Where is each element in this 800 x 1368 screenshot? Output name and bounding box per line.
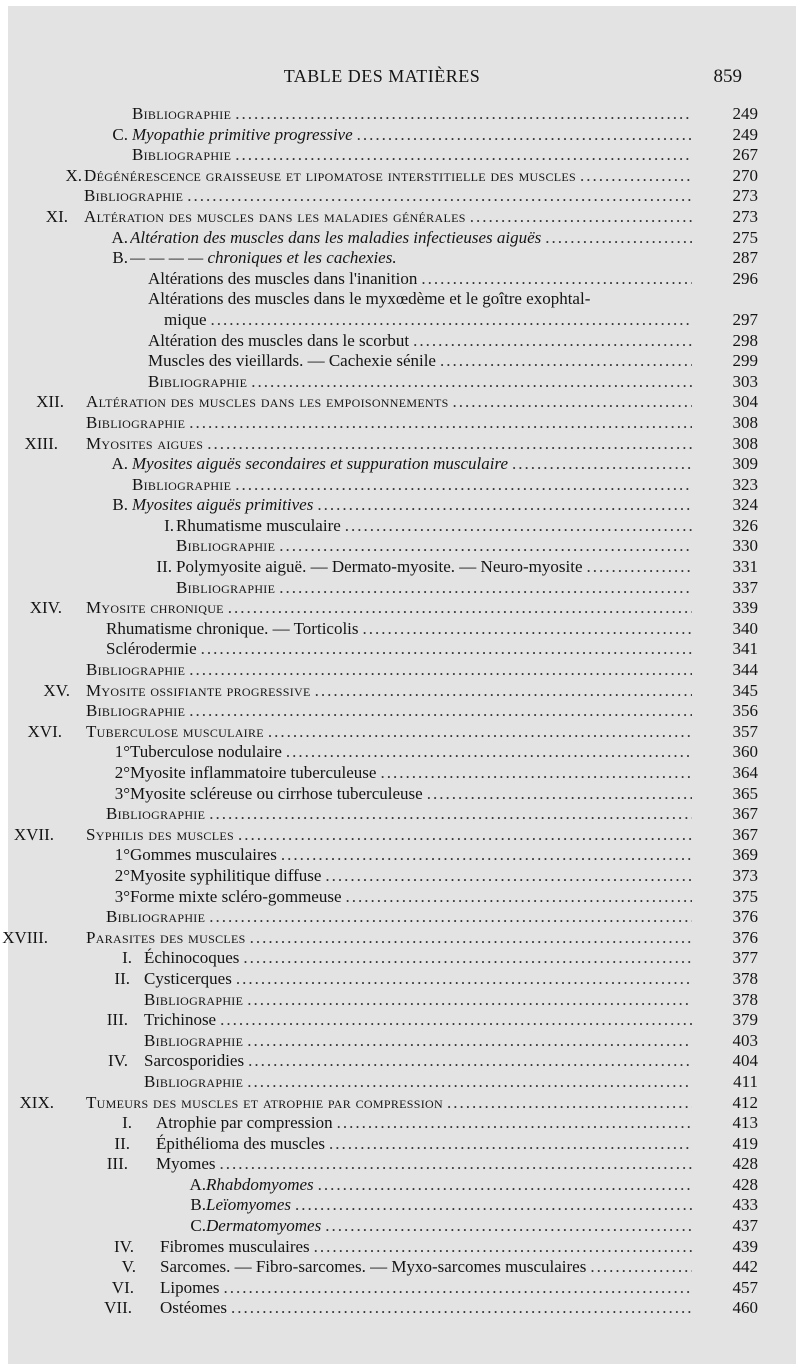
toc-entry	[0, 722, 800, 743]
toc-entry-label: Dermatomyomes	[206, 1216, 322, 1236]
toc-entry-number: XVI.	[27, 721, 62, 741]
toc-entry-page: 357	[732, 721, 758, 741]
page-header	[0, 66, 800, 92]
dot-leader	[231, 1298, 692, 1319]
toc-entry-label: Myomes	[156, 1154, 216, 1174]
toc-entry	[0, 660, 800, 681]
toc-entry-label: Rhumatisme musculaire	[176, 515, 341, 535]
dot-leader	[325, 1216, 692, 1237]
toc-entry-label: Rhumatisme chronique. — Torticolis	[106, 618, 359, 638]
toc-entry-label: Cysticerques	[144, 968, 232, 988]
toc-entry-label: Atrophie par compression	[156, 1113, 333, 1133]
toc-entry-label: Ostéomes	[160, 1298, 228, 1318]
toc-entry	[0, 536, 800, 557]
toc-entry-label: Bibliographie	[148, 371, 248, 391]
toc-entry-page: 457	[732, 1277, 758, 1297]
toc-entry-number: B.	[112, 495, 128, 515]
toc-entry	[0, 990, 800, 1011]
toc-entry	[0, 1113, 800, 1134]
dot-leader	[427, 784, 692, 805]
toc-entry-page: 378	[732, 968, 758, 988]
toc-entry-page: 413	[732, 1113, 758, 1133]
toc-entry	[0, 1154, 800, 1175]
toc-entry-page: 403	[732, 1030, 758, 1050]
toc-entry	[0, 186, 800, 207]
toc-entry-label: Échinocoques	[144, 948, 240, 968]
toc-entry	[0, 207, 800, 228]
toc-entry-number: XII.	[36, 392, 64, 412]
toc-entry	[0, 578, 800, 599]
dot-leader	[279, 578, 692, 599]
toc-entry-number: XV.	[43, 680, 70, 700]
dot-leader	[220, 1010, 692, 1031]
toc-entry-page: 412	[732, 1092, 758, 1112]
toc-entry-label: mique	[164, 309, 207, 329]
toc-entry-label: Myosite chronique	[86, 598, 224, 618]
dot-leader	[220, 1154, 693, 1175]
toc-entry-page: 326	[732, 515, 758, 535]
toc-entry-page: 345	[732, 680, 758, 700]
toc-entry-number: A.	[189, 1174, 206, 1194]
dot-leader	[279, 536, 692, 557]
toc-entry-label: Myosites aiguës secondaires et suppuration musculaire	[132, 454, 509, 474]
toc-entry-label: Bibliographie	[106, 804, 206, 824]
toc-entry-page: 428	[732, 1174, 758, 1194]
toc-entry-page: 308	[732, 433, 758, 453]
toc-entry-number: XIX.	[19, 1092, 54, 1112]
toc-entry-page: 367	[732, 804, 758, 824]
toc-entry-number: IV.	[114, 1236, 134, 1256]
dot-leader	[187, 186, 692, 207]
toc-entry-number: B.	[190, 1195, 206, 1215]
toc-entry-page: 309	[732, 454, 758, 474]
toc-entry-page: 369	[732, 845, 758, 865]
toc-entry-label: Altération des muscles dans les maladies générales	[84, 206, 466, 226]
toc-entry-label: Forme mixte scléro-gommeuse	[130, 886, 342, 906]
toc-entry-label: Bibliographie	[144, 989, 244, 1009]
toc-entry-label: Bibliographie	[132, 474, 232, 494]
dot-leader	[421, 269, 692, 290]
dot-leader	[235, 475, 692, 496]
toc-entry	[0, 145, 800, 166]
toc-entry	[0, 557, 800, 578]
toc-entry-number: 1°	[114, 845, 130, 865]
toc-entry-label: Myosites aiguës primitives	[132, 495, 314, 515]
toc-entry	[0, 887, 800, 908]
toc-entry	[0, 475, 800, 496]
dot-leader	[447, 1093, 692, 1114]
toc-entry-page: 337	[732, 577, 758, 597]
dot-leader	[286, 742, 692, 763]
toc-entry-number: VII.	[104, 1298, 132, 1318]
dot-leader	[317, 495, 692, 516]
toc-entry-label: Parasites des muscles	[86, 927, 246, 947]
toc-entry-label: Myosites aigues	[86, 433, 204, 453]
toc-entry-label: Dégénérescence graisseuse et lipomatose interstitielle des muscles	[84, 165, 577, 185]
toc-entry-label: Bibliographie	[176, 536, 276, 556]
dot-leader	[207, 434, 692, 455]
toc-entry	[0, 495, 800, 516]
toc-entry-label: Bibliographie	[84, 186, 184, 206]
toc-entry-label: Trichinose	[144, 1010, 217, 1030]
toc-entry-page: 249	[732, 104, 758, 123]
toc-entry-number: XIII.	[24, 433, 58, 453]
dot-leader	[235, 145, 692, 166]
toc-entry-label: Tumeurs des muscles et atrophie par compression	[86, 1092, 443, 1112]
toc-entry	[0, 228, 800, 249]
toc-entry	[0, 742, 800, 763]
toc-entry-number: 1°	[114, 742, 130, 762]
toc-entry-number: VI.	[111, 1277, 134, 1297]
dot-leader	[587, 557, 692, 578]
toc-entry	[0, 1072, 800, 1093]
dot-leader	[329, 1134, 692, 1155]
toc-entry-number: V.	[121, 1257, 136, 1277]
dot-leader	[315, 681, 692, 702]
dot-leader	[251, 372, 692, 393]
dot-leader	[545, 228, 692, 249]
toc-entry	[0, 701, 800, 722]
toc-entry-label: Bibliographie	[144, 1030, 244, 1050]
toc-entry-page: 375	[732, 886, 758, 906]
toc-entry-label: Sarcomes. — Fibro-sarcomes. — Myxo-sarcomes musculaires	[160, 1257, 587, 1277]
toc-entry	[0, 351, 800, 372]
dot-leader	[346, 887, 692, 908]
toc-entry	[0, 619, 800, 640]
toc-entry	[0, 1278, 800, 1299]
toc-entry	[0, 454, 800, 475]
toc-entry	[0, 866, 800, 887]
toc-entry-number: II.	[114, 968, 130, 988]
dot-leader	[512, 454, 692, 475]
toc-entry	[0, 1237, 800, 1258]
toc-entry-number: C.	[190, 1216, 206, 1236]
dot-leader	[440, 351, 692, 372]
toc-entry-label: Syphilis des muscles	[86, 824, 234, 844]
toc-entry-number: 2°	[114, 865, 130, 885]
dot-leader	[228, 598, 692, 619]
toc-entry-page: 324	[732, 495, 758, 515]
toc-entry-label: Bibliographie	[132, 104, 232, 123]
toc-entry-label: Myopathie primitive progressive	[132, 124, 353, 144]
toc-entry	[0, 784, 800, 805]
toc-entry-page: 433	[732, 1195, 758, 1215]
toc-entry-page: 341	[732, 639, 758, 659]
toc-entry-label: Bibliographie	[86, 701, 186, 721]
toc-entry-label: Sarcosporidies	[144, 1051, 245, 1071]
toc-entry-label: Épithélioma des muscles	[156, 1133, 326, 1153]
toc-entry-page: 364	[732, 763, 758, 782]
toc-entry-page: 331	[732, 557, 758, 577]
dot-leader	[211, 310, 693, 331]
toc-entry	[0, 125, 800, 146]
toc-entry	[0, 1175, 800, 1196]
toc-entry	[0, 825, 800, 846]
toc-entry-label: Gommes musculaires	[130, 845, 277, 865]
toc-entry-number: C.	[112, 124, 128, 144]
toc-entry-page: 365	[732, 783, 758, 803]
toc-entry-page: 340	[732, 618, 758, 638]
toc-entry-page: 379	[732, 1010, 758, 1030]
toc-entry	[0, 969, 800, 990]
toc-entry-number: X.	[65, 165, 82, 185]
toc-entry-label: Bibliographie	[106, 907, 206, 927]
toc-entry	[0, 166, 800, 187]
dot-leader	[281, 845, 692, 866]
toc-entry-page: 356	[732, 701, 758, 721]
toc-entry	[0, 104, 800, 125]
toc-entry-number: 3°	[114, 783, 130, 803]
toc-entry-number: II.	[114, 1133, 130, 1153]
toc-entry-number: 3°	[114, 886, 130, 906]
toc-entry	[0, 1195, 800, 1216]
dot-leader	[247, 1031, 692, 1052]
toc-entry-label: Tuberculose nodulaire	[130, 742, 282, 762]
dot-leader	[224, 1278, 693, 1299]
toc-entry-page: 439	[732, 1236, 758, 1256]
toc-entry-number: XIV.	[29, 598, 62, 618]
toc-entry-page: 344	[732, 660, 758, 680]
dot-leader	[580, 166, 692, 187]
toc-entry-page: 308	[732, 412, 758, 432]
toc-entry	[0, 845, 800, 866]
toc-entry-number: A.	[111, 227, 128, 247]
dot-leader	[268, 722, 692, 743]
toc-entry-number: III.	[106, 1010, 128, 1030]
dot-leader	[413, 331, 692, 352]
toc-entry-page: 373	[732, 865, 758, 885]
table-of-contents	[0, 104, 800, 1319]
toc-entry	[0, 372, 800, 393]
dot-leader	[318, 1175, 692, 1196]
toc-entry-page: 376	[732, 927, 758, 947]
toc-entry-page: 460	[732, 1298, 758, 1318]
toc-entry-page: 376	[732, 907, 758, 927]
toc-entry-page: 404	[732, 1051, 758, 1071]
toc-entry-number: XVII.	[13, 824, 54, 844]
toc-entry-label: Polymyosite aiguë. — Dermato-myosite. — Neuro-myosite	[176, 557, 583, 577]
toc-entry	[0, 289, 800, 310]
toc-entry-label: Altération des muscles dans le scorbut	[148, 330, 410, 350]
dot-leader	[590, 1257, 692, 1278]
toc-entry-label: Altérations des muscles dans le myxœdème et le goître exophtal-	[148, 289, 591, 309]
toc-entry-label: Tuberculose musculaire	[86, 721, 264, 741]
toc-entry	[0, 413, 800, 434]
toc-entry	[0, 1031, 800, 1052]
toc-entry-page: 367	[732, 824, 758, 844]
toc-entry	[0, 598, 800, 619]
toc-entry-page: 428	[732, 1154, 758, 1174]
toc-entry-label: Fibromes musculaires	[160, 1236, 310, 1256]
toc-entry-page: 411	[733, 1071, 758, 1091]
dot-leader	[189, 701, 692, 722]
toc-entry-page: 296	[732, 268, 758, 288]
toc-entry-page: 249	[732, 124, 758, 144]
toc-entry-number: XVIII.	[2, 927, 48, 947]
toc-entry-page: 323	[732, 474, 758, 494]
toc-entry	[0, 681, 800, 702]
dot-leader	[201, 639, 692, 660]
toc-entry-page: 303	[732, 371, 758, 391]
toc-entry	[0, 516, 800, 537]
dot-leader	[248, 1051, 692, 1072]
toc-entry-label: Rhabdomyomes	[206, 1174, 314, 1194]
toc-entry-number: I.	[122, 1113, 132, 1133]
dot-leader	[363, 619, 692, 640]
toc-entry-number: B.	[112, 248, 128, 268]
dot-leader	[470, 207, 692, 228]
dot-leader	[357, 125, 692, 146]
toc-entry-number: II.	[156, 557, 172, 577]
toc-entry-page: 298	[732, 330, 758, 350]
dot-leader	[247, 1072, 692, 1093]
page-number: 859	[713, 66, 742, 87]
toc-entry-number: I.	[122, 948, 132, 968]
toc-entry	[0, 804, 800, 825]
toc-entry	[0, 763, 800, 784]
toc-entry-label: Bibliographie	[132, 145, 232, 165]
toc-entry-page: 378	[732, 989, 758, 1009]
toc-entry-label: Bibliographie	[176, 577, 276, 597]
toc-entry-page: 287	[732, 248, 758, 268]
toc-entry-page: 273	[732, 186, 758, 206]
toc-entry-page: 267	[732, 145, 758, 165]
dot-leader	[453, 392, 692, 413]
dot-leader	[209, 804, 692, 825]
toc-entry-label: Altération des muscles dans les empoisonnements	[86, 392, 449, 412]
dot-leader	[235, 104, 692, 125]
toc-entry-page: 275	[732, 227, 758, 247]
toc-entry	[0, 948, 800, 969]
toc-entry	[0, 1093, 800, 1114]
toc-entry-page: 330	[732, 536, 758, 556]
toc-entry	[0, 1257, 800, 1278]
dot-leader	[236, 969, 692, 990]
toc-entry-page: 297	[732, 309, 758, 329]
toc-entry	[0, 392, 800, 413]
dot-leader	[247, 990, 692, 1011]
toc-entry-label: Leïomyomes	[206, 1195, 291, 1215]
toc-entry	[0, 928, 800, 949]
toc-entry-label: Bibliographie	[86, 412, 186, 432]
dot-leader	[295, 1195, 692, 1216]
toc-entry-label: Myosite ossifiante progressive	[86, 680, 311, 700]
dot-leader	[345, 516, 692, 537]
toc-entry	[0, 248, 800, 269]
toc-entry-page: 360	[732, 742, 758, 762]
dot-leader	[209, 907, 692, 928]
toc-entry-page: 273	[732, 206, 758, 226]
toc-entry-number: IV.	[108, 1051, 128, 1071]
toc-entry-label: Bibliographie	[144, 1071, 244, 1091]
toc-entry-number: III.	[106, 1154, 128, 1174]
toc-entry-label: Muscles des vieillards. — Cachexie sénile	[148, 351, 436, 371]
toc-entry-label: Bibliographie	[86, 660, 186, 680]
toc-entry	[0, 1134, 800, 1155]
toc-entry-page: 442	[732, 1257, 758, 1277]
toc-entry-label: Myosite scléreuse ou cirrhose tuberculeuse	[130, 783, 423, 803]
toc-entry-page: 270	[732, 165, 758, 185]
dot-leader	[380, 763, 692, 784]
toc-entry-number: 2°	[114, 763, 130, 782]
toc-entry	[0, 434, 800, 455]
toc-entry-label: Myosite inflammatoire tuberculeuse	[130, 763, 377, 782]
toc-entry-label: Altération des muscles dans les maladies infectieuses aiguës	[130, 227, 542, 247]
toc-entry	[0, 269, 800, 290]
toc-entry-label: Myosite syphilitique diffuse	[130, 865, 322, 885]
toc-entry-label: — — — — chroniques et les cachexies.	[130, 248, 397, 268]
dot-leader	[250, 928, 692, 949]
toc-entry-number: A.	[111, 454, 128, 474]
toc-entry-page: 299	[732, 351, 758, 371]
toc-entry-page: 339	[732, 598, 758, 618]
toc-entry-page: 377	[732, 948, 758, 968]
toc-entry	[0, 1051, 800, 1072]
toc-entry-number: I.	[164, 515, 174, 535]
toc-entry	[0, 331, 800, 352]
toc-entry-page: 437	[732, 1216, 758, 1236]
dot-leader	[238, 825, 692, 846]
toc-entry	[0, 639, 800, 660]
toc-entry-label: Lipomes	[160, 1277, 220, 1297]
dot-leader	[314, 1237, 692, 1258]
toc-entry-label: Sclérodermie	[106, 639, 197, 659]
dot-leader	[243, 948, 692, 969]
toc-entry	[0, 310, 800, 331]
dot-leader	[189, 660, 692, 681]
toc-entry-label: Altérations des muscles dans l'inanition	[148, 268, 418, 288]
dot-leader	[337, 1113, 692, 1134]
toc-entry	[0, 1010, 800, 1031]
toc-entry-page: 419	[732, 1133, 758, 1153]
page-title: TABLE DES MATIÈRES	[283, 66, 481, 86]
toc-entry-number: XI.	[45, 206, 68, 226]
toc-entry	[0, 907, 800, 928]
toc-entry	[0, 1298, 800, 1319]
dot-leader	[189, 413, 692, 434]
toc-entry	[0, 1216, 800, 1237]
dot-leader	[325, 866, 692, 887]
toc-entry-page: 304	[732, 392, 758, 412]
